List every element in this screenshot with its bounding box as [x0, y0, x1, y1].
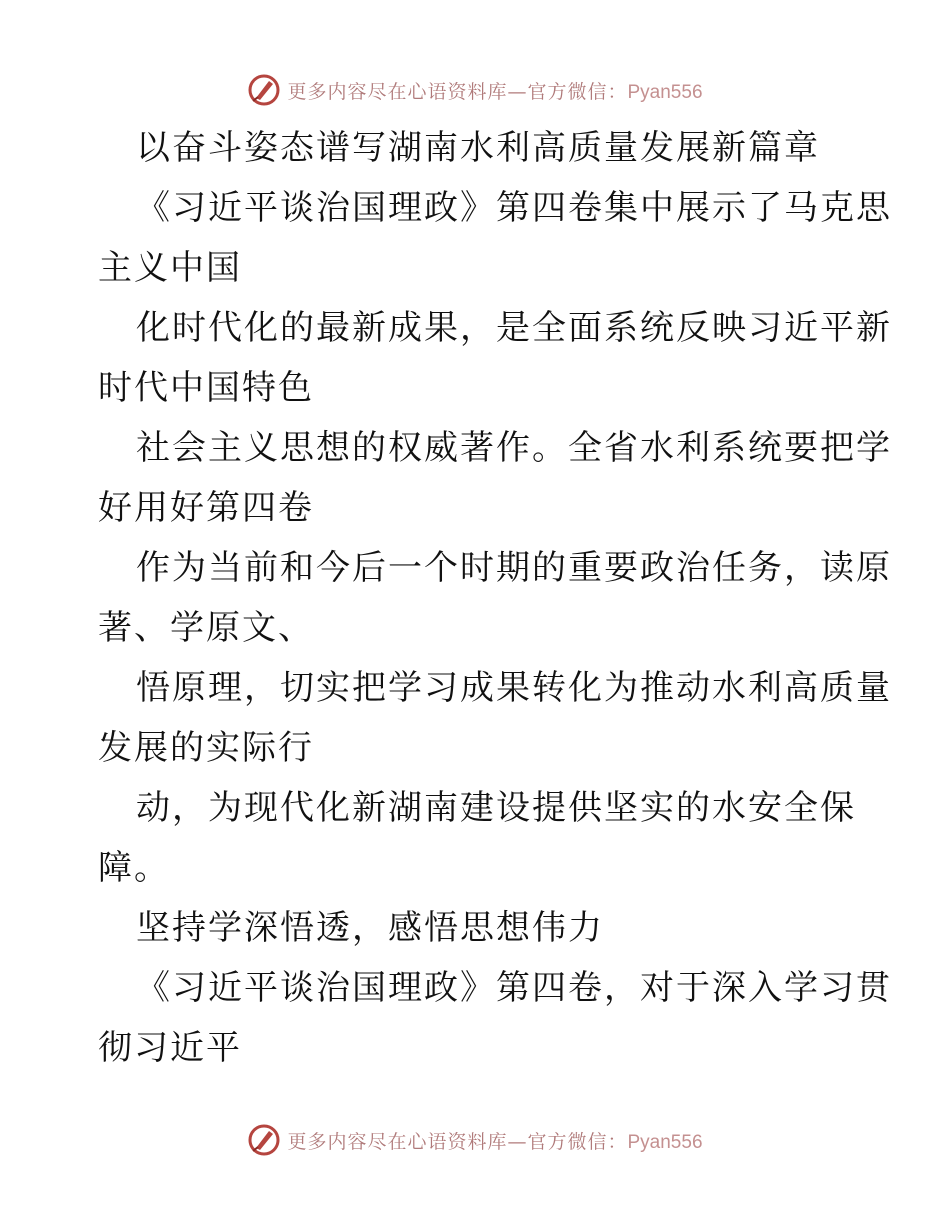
quill-logo-icon	[247, 73, 281, 107]
doc-line: 以奋斗姿态谱写湖南水利高质量发展新篇章	[136, 128, 820, 168]
doc-line: 《习近平谈治国理政》第四卷，对于深入学习贯	[136, 968, 892, 1008]
doc-line: 好用好第四卷	[98, 488, 314, 528]
doc-line: 时代中国特色	[98, 368, 314, 408]
doc-line: 彻习近平	[98, 1028, 242, 1068]
doc-line: 作为当前和今后一个时期的重要政治任务，读原	[136, 548, 892, 588]
doc-line: 社会主义思想的权威著作。全省水利系统要把学	[136, 428, 892, 468]
doc-line: 著、学原文、	[98, 608, 314, 648]
document-body	[98, 118, 892, 1078]
doc-line: 主义中国	[98, 248, 242, 288]
quill-logo-icon	[247, 1123, 281, 1157]
header-watermark	[0, 70, 950, 110]
doc-line: 《习近平谈治国理政》第四卷集中展示了马克思	[136, 188, 892, 228]
doc-line: 悟原理，切实把学习成果转化为推动水利高质量	[136, 668, 892, 708]
doc-line: 坚持学深悟透，感悟思想伟力	[136, 908, 604, 948]
doc-line: 发展的实际行	[98, 728, 314, 768]
doc-line: 化时代化的最新成果，是全面系统反映习近平新	[136, 308, 892, 348]
watermark-text: 更多内容尽在心语资料库—官方微信：Pyan556	[287, 80, 703, 103]
footer-watermark	[0, 1120, 950, 1160]
doc-line: 动，为现代化新湖南建设提供坚实的水安全保	[136, 788, 856, 828]
doc-line: 障。	[98, 848, 170, 888]
watermark-text: 更多内容尽在心语资料库—官方微信：Pyan556	[287, 1130, 703, 1153]
